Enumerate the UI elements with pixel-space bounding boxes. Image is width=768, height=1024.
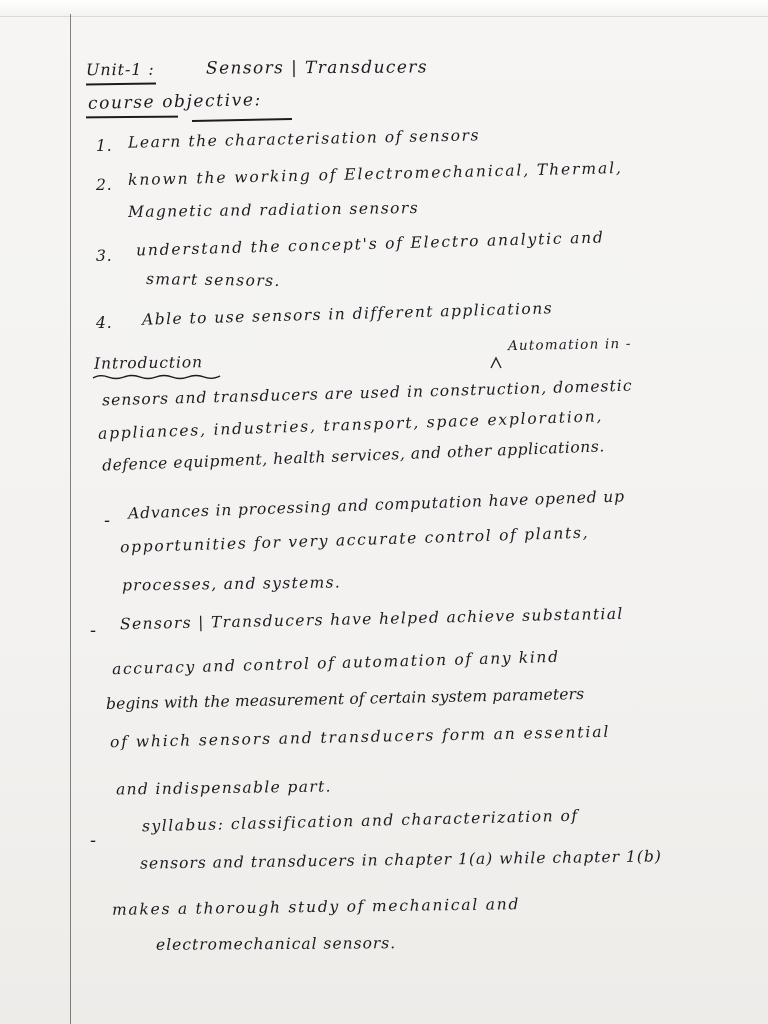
objectives-heading: course objective: bbox=[87, 90, 263, 114]
objective-line: smart sensors. bbox=[145, 270, 281, 290]
bullet-line: begins with the measurement of certain system parameters bbox=[105, 684, 585, 714]
bullet-line: opportunities for very accurate control of plants, bbox=[119, 523, 590, 557]
objective-number: 4. bbox=[96, 314, 113, 332]
bullet-line: accuracy and control of automation of any kind bbox=[111, 647, 560, 679]
intro-line: defence equipment, health services, and other applications. bbox=[101, 437, 606, 475]
bullet-line: processes, and systems. bbox=[121, 573, 342, 595]
insertion-note: Automation in - bbox=[507, 335, 632, 355]
bullet-dash: - bbox=[104, 510, 111, 531]
page-title: Sensors | Transducers bbox=[205, 57, 428, 79]
introduction-underline bbox=[92, 372, 222, 382]
margin-line bbox=[70, 14, 71, 1024]
objectives-underline-1 bbox=[86, 116, 178, 118]
objectives-underline-2 bbox=[192, 118, 292, 122]
objective-line: Learn the characterisation of sensors bbox=[127, 126, 481, 152]
bullet-line: electromechanical sensors. bbox=[155, 934, 397, 954]
insertion-caret bbox=[490, 356, 502, 370]
unit-label: Unit-1 : bbox=[85, 59, 155, 80]
objective-number: 2. bbox=[96, 176, 113, 194]
page-top-edge bbox=[0, 0, 768, 17]
intro-line: sensors and transducers are used in construction, domestic bbox=[101, 376, 633, 410]
bullet-line: Advances in processing and computation have opened up bbox=[127, 487, 626, 523]
bullet-dash: - bbox=[90, 830, 97, 851]
objective-number: 3. bbox=[96, 247, 113, 265]
bullet-line: syllabus: classification and characterization of bbox=[141, 806, 579, 836]
bullet-line: of which sensors and transducers form an essential bbox=[109, 722, 611, 752]
bullet-line: and indispensable part. bbox=[115, 777, 332, 799]
objective-number: 1. bbox=[96, 137, 113, 155]
objective-line: understand the concept's of Electro analytic and bbox=[135, 228, 605, 260]
objective-line: known the working of Electromechanical, Thermal, bbox=[127, 158, 623, 190]
objective-line: Magnetic and radiation sensors bbox=[127, 198, 420, 222]
objective-line: Able to use sensors in different applications bbox=[141, 299, 554, 329]
intro-line: appliances, industries, transport, space exploration, bbox=[97, 407, 604, 443]
introduction-heading: Introduction bbox=[93, 353, 204, 373]
bullet-dash: - bbox=[90, 620, 97, 641]
bullet-line: sensors and transducers in chapter 1(a) while chapter 1(b) bbox=[139, 847, 662, 873]
bullet-line: makes a thorough study of mechanical and bbox=[111, 895, 521, 919]
unit-underline bbox=[86, 83, 156, 85]
bullet-line: Sensors | Transducers have helped achieve substantial bbox=[119, 604, 624, 634]
